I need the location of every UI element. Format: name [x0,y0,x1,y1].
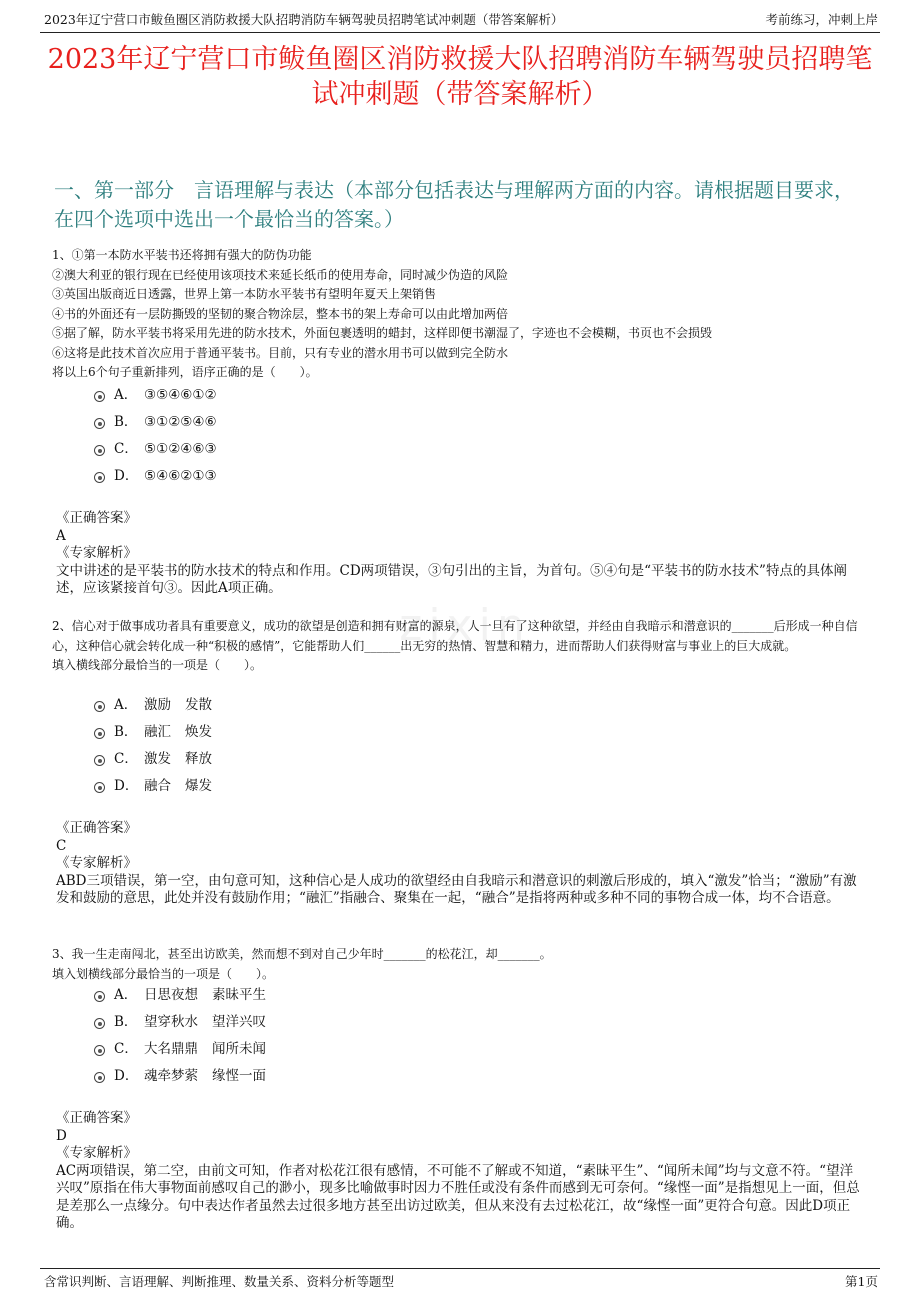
question-1-line: ④书的外面还有一层防撕毁的坚韧的聚合物涂层，整本书的架上寿命可以由此增加两倍 [52,306,509,321]
option-word-2: 缘悭一面 [212,1068,266,1084]
header-document-title: 2023年辽宁营口市鲅鱼圈区消防救援大队招聘消防车辆驾驶员招聘笔试冲刺题（带答案解析） [44,12,564,27]
question-1-answer [56,510,864,598]
question-3-options [92,982,266,1090]
answer-value: A [56,527,66,544]
question-3-text: 3、我一生走南闯北，甚至出访欧美，然而想不到对自己少年时_______的松花江，却_______。 [52,947,552,961]
radio-icon[interactable] [94,728,105,739]
radio-icon[interactable] [94,1018,105,1029]
option-word-1: 激发 [144,751,171,767]
option-letter: C． [114,441,138,457]
question-2-prompt: 填入横线部分最恰当的一项是（ ）。 [52,658,263,672]
option-letter: A． [114,387,138,403]
option-word-1: 融合 [144,778,171,794]
analysis-label: 《专家解析》 [56,855,137,871]
option-letter: B． [114,414,138,430]
page-footer [40,1268,880,1293]
radio-icon[interactable] [94,1045,105,1056]
question-1-line: ⑤据了解，防水平装书将采用先进的防水技术，外面包裹透明的蜡封，这样即便书潮湿了，字迹也不会模糊，书页也不会损毁 [52,326,713,340]
option-word-2: 释放 [185,751,212,767]
question-2-stem [52,617,864,676]
radio-icon[interactable] [94,1072,105,1083]
option-letter: D． [114,468,139,484]
option-word-2: 发散 [185,697,212,713]
section-heading: 一、第一部分 言语理解与表达（本部分包括表达与理解两方面的内容。请根据题目要求，在四个选项中选出一个最恰当的答案。） [54,178,854,231]
option-letter: D． [114,778,139,794]
option-a[interactable] [92,382,217,409]
question-2-text: 2、信心对于做事成功者具有重要意义，成功的欲望是创造和拥有财富的源泉，人一旦有了这种欲望，并经由自我暗示和潜意识的_______后形成一种自信心，这种信心就会转化成一种“积极的感情”，它能帮助人们______出无穷的热情、智慧和精力，进而帮助人们获得财富与事业上的巨大成就。 [52,619,858,653]
option-c[interactable] [92,436,217,463]
option-letter: C． [114,1041,138,1057]
page-title: 2023年辽宁营口市鲅鱼圈区消防救援大队招聘消防车辆驾驶员招聘笔试冲刺题（带答案解析） [47,44,873,110]
option-word-1: 望穿秋水 [144,1014,198,1030]
option-text: ③⑤④⑥①② [144,387,217,403]
answer-label: 《正确答案》 [56,510,137,526]
radio-icon[interactable] [94,782,105,793]
answer-label: 《正确答案》 [56,820,137,836]
analysis-label: 《专家解析》 [56,545,137,561]
option-word-1: 融汇 [144,724,171,740]
option-d[interactable] [92,463,217,490]
radio-icon[interactable] [94,445,105,456]
option-d[interactable] [92,773,212,800]
question-2-options [92,692,212,800]
header-slogan: 考前练习，冲刺上岸 [765,12,878,27]
option-b[interactable] [92,719,212,746]
option-a[interactable] [92,692,212,719]
option-word-1: 激励 [144,697,171,713]
option-c[interactable] [92,1036,266,1063]
question-1-prompt: 将以上6个句子重新排列，语序正确的是（ ）。 [52,365,318,379]
option-a[interactable] [92,982,266,1009]
option-letter: B． [114,724,138,740]
question-3-prompt: 填入划横线部分最恰当的一项是（ ）。 [52,966,275,981]
question-3-stem [52,945,864,984]
option-text: ⑤①②④⑥③ [144,441,217,457]
question-3-answer [56,1110,864,1233]
question-1-line: 1、①第一本防水平装书还将拥有强大的防伪功能 [52,248,312,262]
option-letter: A． [114,697,138,713]
watermark: zixin [399,600,531,651]
question-1-line: ②澳大利亚的银行现在已经使用该项技术来延长纸币的使用寿命，同时减少伪造的风险 [52,267,509,282]
option-word-2: 焕发 [185,724,212,740]
question-1-options [92,382,217,490]
analysis-text: ABD三项错误，第一空，由句意可知，这种信心是人成功的欲望经由自我暗示和潜意识的刺激后形成的，填入“激发”恰当；“激励”有激发和鼓励的意思，此处并没有鼓励作用；“融汇”指融合、聚集在一起，“融合”是指将两种或多种不同的事物合成一体，均不合语意。 [56,872,857,906]
option-b[interactable] [92,1009,266,1036]
option-b[interactable] [92,409,217,436]
radio-icon[interactable] [94,755,105,766]
option-letter: B． [114,1014,138,1030]
page-number: 第1页 [845,1274,878,1289]
option-letter: C． [114,751,138,767]
answer-value: C [56,837,67,854]
answer-label: 《正确答案》 [56,1110,137,1126]
option-text: ⑤④⑥②①③ [144,468,217,484]
option-d[interactable] [92,1063,266,1090]
question-1-line: ⑥这将是此技术首次应用于普通平装书。目前，只有专业的潜水用书可以做到完全防水 [52,345,509,360]
radio-icon[interactable] [94,391,105,402]
answer-value: D [56,1127,67,1144]
question-2-answer [56,820,864,908]
option-word-2: 素昧平生 [212,987,266,1003]
option-word-2: 望洋兴叹 [212,1014,266,1030]
option-word-1: 大名鼎鼎 [144,1041,198,1057]
footer-topics: 含常识判断、言语理解、判断推理、数量关系、资料分析等题型 [44,1274,395,1289]
radio-icon[interactable] [94,701,105,712]
option-text: ③①②⑤④⑥ [144,414,217,430]
analysis-text: 文中讲述的是平装书的防水技术的特点和作用。CD两项错误，③句引出的主旨，为首句。⑤④句是“平装书的防水技术”特点的具体阐述，应该紧接首句③。因此A项正确。 [56,562,847,596]
analysis-text: AC两项错误，第二空，由前文可知，作者对松花江很有感情，不可能不了解或不知道，“素昧平生”、“闻所未闻”均与文意不符。“望洋兴叹”原指在伟大事物面前感叹自己的渺小，现多比喻做事时因力不胜任或没有条件而感到无可奈何。“缘悭一面”是指想见上一面，但总是差那么一点缘分。句中表达作者虽然去过很多地方甚至出访过欧美，但从来没有去过松花江，故“缘悭一面”更符合句意。因此D项正确。 [56,1162,860,1231]
option-letter: D． [114,1068,139,1084]
option-letter: A． [114,987,138,1003]
question-1-stem [52,246,864,383]
radio-icon[interactable] [94,418,105,429]
page-header [40,10,880,33]
option-word-2: 闻所未闻 [212,1041,266,1057]
option-c[interactable] [92,746,212,773]
option-word-1: 魂牵梦萦 [144,1068,198,1084]
option-word-1: 日思夜想 [144,987,198,1003]
analysis-label: 《专家解析》 [56,1145,137,1161]
question-1-line: ③英国出版商近日透露，世界上第一本防水平装书有望明年夏天上架销售 [52,287,437,301]
radio-icon[interactable] [94,472,105,483]
radio-icon[interactable] [94,991,105,1002]
option-word-2: 爆发 [185,778,212,794]
